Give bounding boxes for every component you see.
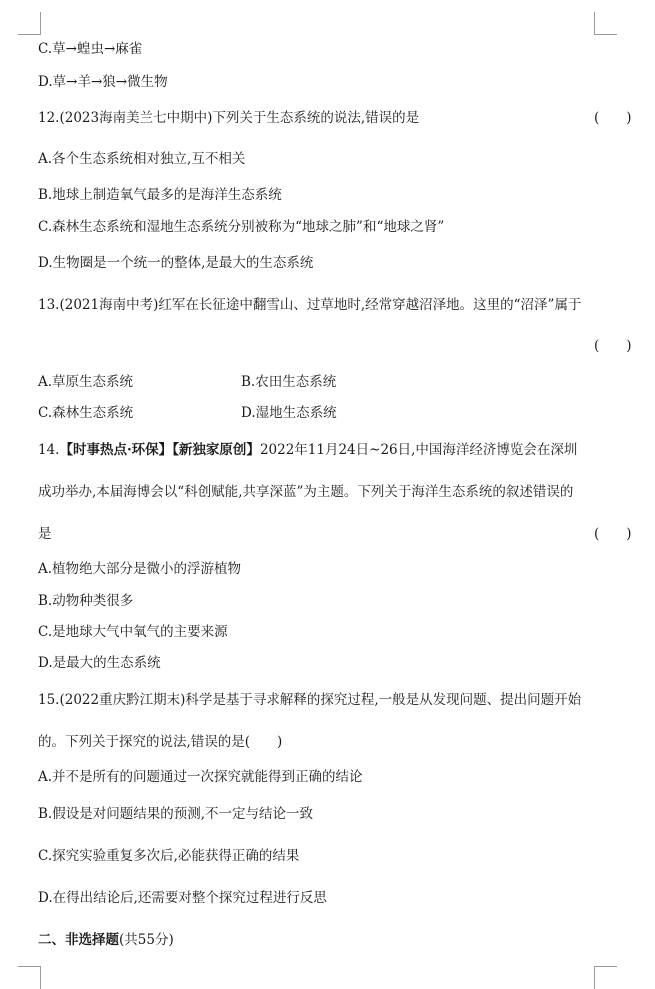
q12-stem [38,109,632,127]
crop-mark-bottom-left [18,966,41,989]
q12-option-c: C.森林生态系统和湿地生态系统分别被称为“地球之肺”和“地球之肾” [38,219,445,235]
q13-options-row-2 [38,404,594,422]
q14-stem-line-1 [38,441,594,459]
q15-stem-line-2: 的。下列关于探究的说法,错误的是( ) [38,734,283,750]
q13-options-row-1 [38,373,594,391]
q14-stem-text-1: 2022年11月24日~26日,中国海洋经济博览会在深圳 [259,442,578,458]
q14-stem-line-2: 成功举办,本届海博会以“科创赋能,共享深蓝”为主题。下列关于海洋生态系统的叙述错误的 [38,484,574,500]
section-2-heading [38,931,594,949]
q14-option-c: C.是地球大气中氧气的主要来源 [38,624,228,640]
q14-answer-blank: ( ) [594,526,632,542]
q13-option-d: D.湿地生态系统 [241,405,337,421]
section-2-title: 二、非选择题 [38,932,119,948]
q14-stem-line-3 [38,525,632,543]
q11-option-c: C.草→蝗虫→麻雀 [38,41,143,57]
q12-answer-blank: ( ) [594,110,632,126]
q13-stem: 13.(2021海南中考)红军在长征途中翻雪山、过草地时,经常穿越沼泽地。这里的“沼泽”属于 [38,297,582,313]
q13-option-a: A.草原生态系统 [38,374,134,390]
crop-mark-top-right [594,12,617,35]
q14-tag-original: 【新独家原创】 [172,442,260,458]
q12-option-b: B.地球上制造氧气最多的是海洋生态系统 [38,187,282,203]
q15-stem-line-1: 15.(2022重庆黔江期末)科学是基于寻求解释的探究过程,一般是从发现问题、提出问题开始 [38,692,582,708]
q14-tag-hot-topic: 【时事热点·环保】 [59,442,173,458]
q14-option-b: B.动物种类很多 [38,593,134,609]
q13-answer-blank: ( ) [594,338,632,354]
q15-option-c: C.探究实验重复多次后,必能获得正确的结果 [38,848,300,864]
q12-stem-text: 12.(2023海南美兰七中期中)下列关于生态系统的说法,错误的是 [38,110,420,126]
q15-option-d: D.在得出结论后,还需要对整个探究过程进行反思 [38,890,327,906]
q13-option-b: B.农田生态系统 [241,374,337,390]
q14-option-d: D.是最大的生态系统 [38,655,161,671]
crop-mark-top-left [18,12,41,35]
q12-option-d: D.生物圈是一个统一的整体,是最大的生态系统 [38,255,314,271]
q15-option-a: A.并不是所有的问题通过一次探究就能得到正确的结论 [38,769,363,785]
q14-stem-text-3: 是 [38,526,52,542]
q12-option-a: A.各个生态系统相对独立,互不相关 [38,151,246,167]
crop-mark-bottom-right [594,966,617,989]
section-2-score: (共55分) [119,932,174,948]
q15-option-b: B.假设是对问题结果的预测,不一定与结论一致 [38,806,314,822]
q13-option-c: C.森林生态系统 [38,405,134,421]
q14-option-a: A.植物绝大部分是微小的浮游植物 [38,561,242,577]
q14-number: 14. [38,442,60,458]
q11-option-d: D.草→羊→狼→微生物 [38,74,168,90]
